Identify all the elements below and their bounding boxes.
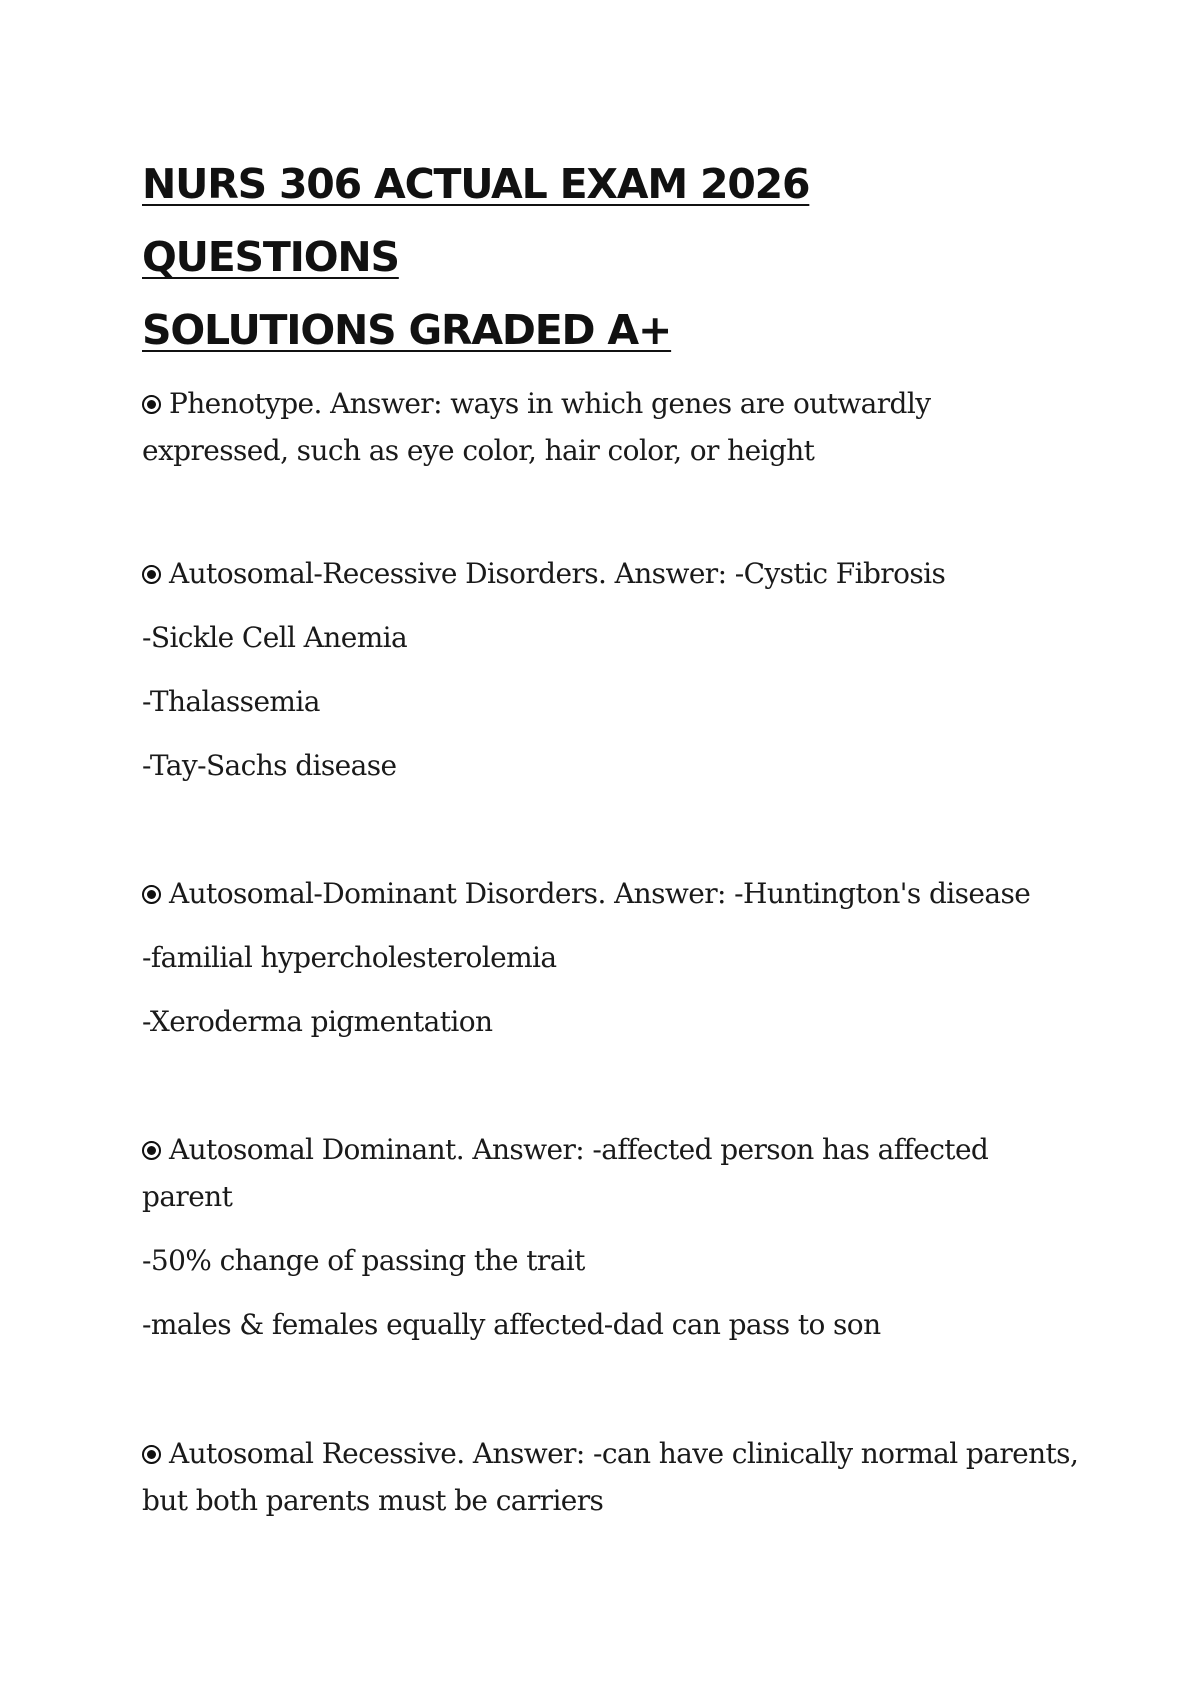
- qa-answer-line: -Sickle Cell Anemia: [142, 621, 408, 654]
- qa-answer-line: -Tay-Sachs disease: [142, 749, 397, 782]
- qa-answer-label: Answer:: [472, 1133, 585, 1166]
- radio-bullet-icon: [142, 1445, 161, 1464]
- document-title: [142, 148, 1042, 367]
- radio-bullet-icon: [142, 565, 161, 584]
- qa-answer-label: Answer:: [614, 557, 727, 590]
- title-line-1: NURS 306 ACTUAL EXAM 2026 QUESTIONS: [142, 160, 810, 281]
- qa-term: Autosomal-Dominant Disorders.: [169, 877, 606, 910]
- qa-term: Autosomal-Recessive Disorders.: [169, 557, 607, 590]
- title-line-2: SOLUTIONS GRADED A+: [142, 306, 672, 354]
- qa-item-autosomal-recessive: [142, 1430, 1082, 1524]
- qa-answer: ways in which genes are outwardly expressed, such as eye color, hair color, or height: [142, 387, 931, 467]
- qa-answer-line: -Xeroderma pigmentation: [142, 1005, 493, 1038]
- qa-question: [142, 870, 1082, 917]
- qa-answer: -Cystic Fibrosis: [734, 557, 946, 590]
- radio-bullet-icon: [142, 1141, 161, 1160]
- qa-answer-line: -Thalassemia: [142, 685, 320, 718]
- qa-item-phenotype: [142, 380, 1082, 474]
- qa-term: Phenotype.: [169, 387, 322, 420]
- qa-answer-line: -50% change of passing the trait: [142, 1244, 585, 1277]
- qa-question: [142, 1430, 1082, 1524]
- qa-term: Autosomal Dominant.: [169, 1133, 465, 1166]
- qa-answer: -can have clinically normal parents, but both parents must be carriers: [142, 1437, 1079, 1517]
- qa-question: [142, 380, 1082, 474]
- qa-answer-label: Answer:: [330, 387, 442, 420]
- qa-term: Autosomal Recessive.: [169, 1437, 465, 1470]
- qa-question: [142, 550, 1082, 597]
- qa-answer-label: Answer:: [614, 877, 726, 910]
- qa-item-autosomal-dominant: [142, 1126, 1082, 1348]
- qa-answer-label: Answer:: [472, 1437, 585, 1470]
- qa-item-autosomal-dominant-disorders: [142, 870, 1082, 1045]
- qa-answer-line: -males & females equally affected-dad can pass to son: [142, 1308, 881, 1341]
- qa-answer: -Huntington's disease: [734, 877, 1031, 910]
- qa-question: [142, 1126, 1082, 1220]
- qa-item-autosomal-recessive-disorders: [142, 550, 1082, 789]
- qa-answer: -affected person has affected parent: [142, 1133, 989, 1213]
- radio-bullet-icon: [142, 885, 161, 904]
- radio-bullet-icon: [142, 395, 161, 414]
- qa-answer-line: -familial hypercholesterolemia: [142, 941, 557, 974]
